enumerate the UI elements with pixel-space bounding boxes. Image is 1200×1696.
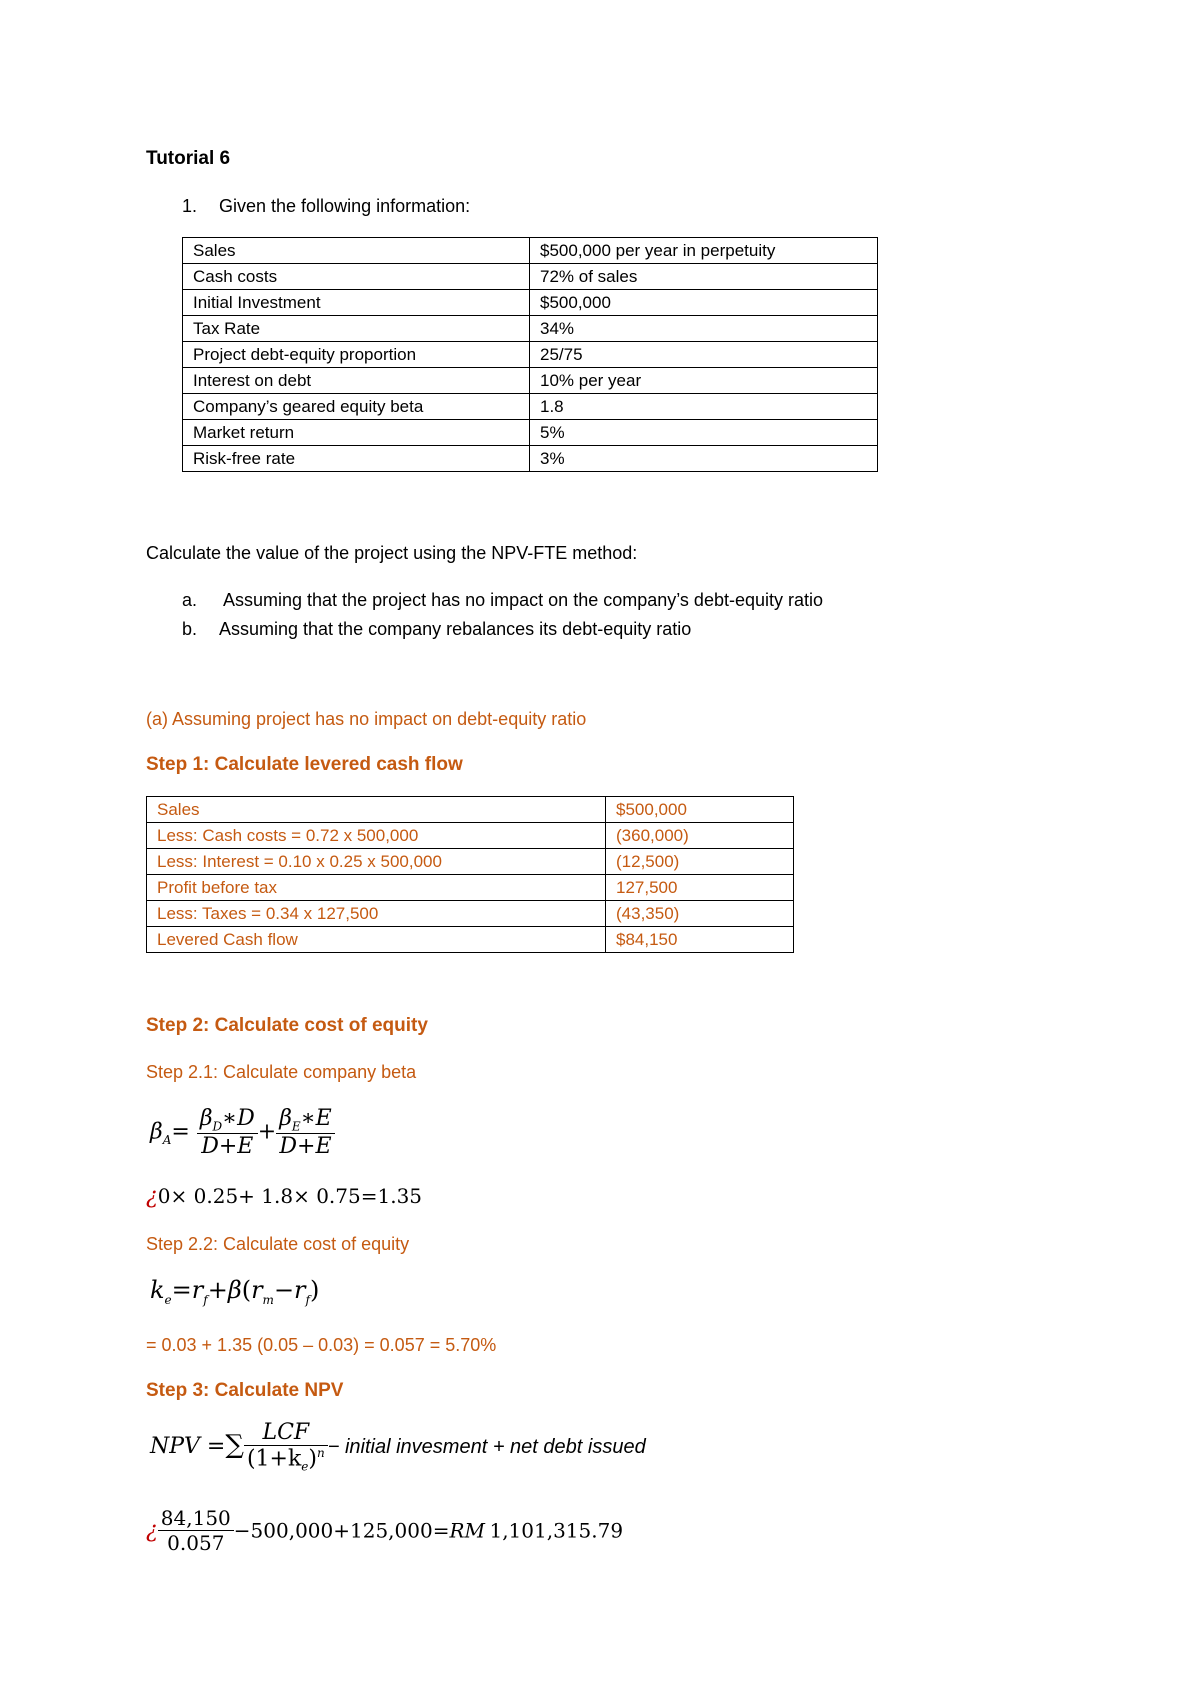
table-row: Cash costs 72% of sales bbox=[183, 264, 878, 290]
table-row: Profit before tax 127,500 bbox=[147, 875, 794, 901]
npv-formula: NPV =∑ $\frac{\text{LCF}}{(1+k_e)^n}$ − initial invesment + net debt issued bbox=[150, 1420, 646, 1474]
table-row: Interest on debt 10% per year bbox=[183, 368, 878, 394]
step2-2-heading: Step 2.2: Calculate cost of equity bbox=[146, 1234, 410, 1254]
given-info-table bbox=[182, 237, 878, 472]
part-a-text: Assuming that the project has no impact on the company’s debt-equity ratio bbox=[223, 590, 824, 610]
table-row: Less: Interest = 0.10 x 0.25 x 500,000 (12,500) bbox=[147, 849, 794, 875]
step3-heading: Step 3: Calculate NPV bbox=[146, 1380, 344, 1401]
table-row: Company’s geared equity beta 1.8 bbox=[183, 394, 878, 420]
instruction: Calculate the value of the project using the NPV-FTE method: bbox=[146, 543, 638, 563]
table-row: Sales $500,000 bbox=[147, 797, 794, 823]
levered-cash-flow-table bbox=[146, 796, 794, 953]
beta-fraction-debt: $\frac{\beta_D∗D}{D+E}$ bbox=[197, 1106, 258, 1159]
question-number: 1. bbox=[182, 196, 198, 216]
table-row: Sales $500,000 per year in perpetuity bbox=[183, 238, 878, 264]
beta-calculation: ¿0× 0.25+ 1.8× 0.75=1.35 bbox=[146, 1184, 423, 1209]
table-row: Risk-free rate 3% bbox=[183, 446, 878, 472]
table-row: Tax Rate 34% bbox=[183, 316, 878, 342]
beta-formula: $\beta_A=$ $\frac{\beta_D∗D}{D+E}$ + $\frac{\beta_E∗E}{D+E}$ bbox=[150, 1106, 335, 1159]
part-b-marker: b. bbox=[182, 619, 198, 639]
question-intro: Given the following information: bbox=[219, 196, 471, 216]
answer-heading: (a) Assuming project has no impact on debt-equity ratio bbox=[146, 709, 587, 729]
npv-fraction: $\frac{\text{LCF}}{(1+k_e)^n}$ bbox=[244, 1420, 328, 1474]
step2-1-heading: Step 2.1: Calculate company beta bbox=[146, 1062, 417, 1082]
table-row: Less: Taxes = 0.34 x 127,500 (43,350) bbox=[147, 901, 794, 927]
step1-heading: Step 1: Calculate levered cash flow bbox=[146, 754, 463, 775]
table-row: Less: Cash costs = 0.72 x 500,000 (360,000) bbox=[147, 823, 794, 849]
step2-heading: Step 2: Calculate cost of equity bbox=[146, 1015, 428, 1036]
part-b-text: Assuming that the company rebalances its debt-equity ratio bbox=[219, 619, 692, 639]
table-row: Initial Investment $500,000 bbox=[183, 290, 878, 316]
beta-fraction-equity: $\frac{\beta_E∗E}{D+E}$ bbox=[276, 1106, 335, 1159]
part-a-marker: a. bbox=[182, 590, 198, 610]
table-row: Market return 5% bbox=[183, 420, 878, 446]
npv-calculation: ¿ $\frac{84,150}{0.057}$ −500,000+125,000=RM 1,101,315.79 bbox=[146, 1506, 624, 1555]
cost-of-equity-formula: $k_e=r_f+\beta(r_m-r_f)$ bbox=[150, 1276, 320, 1307]
table-row: Project debt-equity proportion 25/75 bbox=[183, 342, 878, 368]
npv-calc-fraction: $\frac{84,150}{0.057}$ bbox=[158, 1506, 234, 1555]
cost-of-equity-calculation: = 0.03 + 1.35 (0.05 – 0.03) = 0.057 = 5.70% bbox=[146, 1335, 497, 1355]
page-title: Tutorial 6 bbox=[146, 148, 231, 169]
table-row: Levered Cash flow $84,150 bbox=[147, 927, 794, 953]
